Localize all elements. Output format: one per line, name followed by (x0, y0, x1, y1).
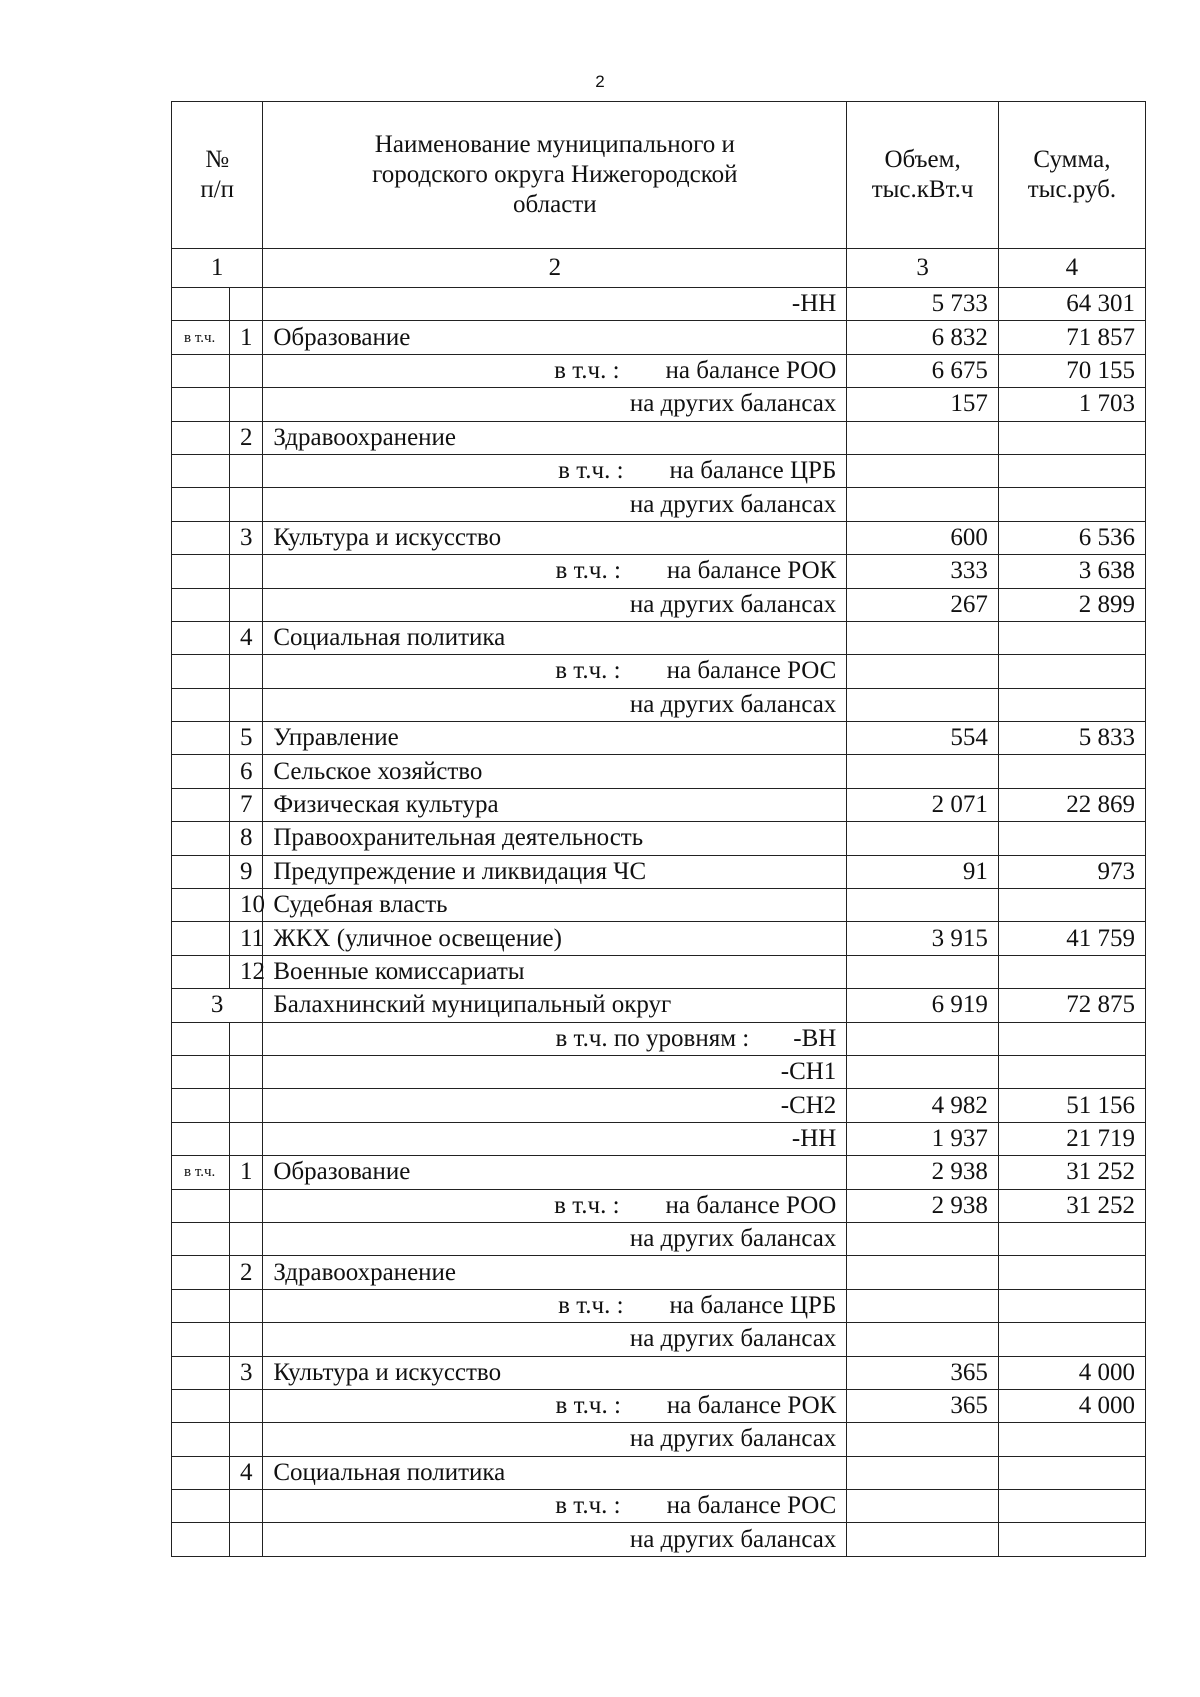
volume-cell (847, 955, 999, 988)
table-row (172, 688, 1146, 721)
row-group-cell (172, 1389, 230, 1422)
row-name (263, 555, 847, 588)
row-name: Физическая культура (263, 788, 847, 821)
row-name (263, 1490, 847, 1523)
row-group-cell (172, 1523, 230, 1556)
item-number (229, 688, 262, 721)
row-name: ЖКХ (уличное освещение) (263, 922, 847, 955)
sum-cell (998, 955, 1145, 988)
table-row (172, 1389, 1146, 1422)
row-group-cell (172, 722, 230, 755)
volume-cell: 2 938 (847, 1156, 999, 1189)
row-name: на других балансах (263, 1423, 847, 1456)
sum-cell: 51 156 (998, 1089, 1145, 1122)
sum-cell (998, 1490, 1145, 1523)
column-number: 3 (847, 249, 999, 288)
volume-cell (847, 755, 999, 788)
item-number: 1 (229, 1156, 262, 1189)
row-name: Судебная власть (263, 889, 847, 922)
item-number: 12 (229, 955, 262, 988)
sum-cell (998, 421, 1145, 454)
volume-cell: 91 (847, 855, 999, 888)
volume-cell: 5 733 (847, 288, 999, 321)
table-row (172, 1490, 1146, 1523)
row-group-cell (172, 1089, 230, 1122)
row-name: на других балансах (263, 688, 847, 721)
table-row (172, 521, 1146, 554)
row-group-cell (172, 955, 230, 988)
sum-cell: 41 759 (998, 922, 1145, 955)
row-group-cell (172, 1022, 230, 1055)
row-label: на балансе ЦРБ (669, 1291, 837, 1319)
sum-cell: 973 (998, 855, 1145, 888)
row-group-cell (172, 1256, 230, 1289)
table-row (172, 288, 1146, 321)
row-label: на балансе РОК (666, 1392, 837, 1420)
row-group-cell (172, 521, 230, 554)
item-number: 3 (229, 1356, 262, 1389)
volume-cell: 6 675 (847, 354, 999, 387)
header-num: № п/п (172, 102, 263, 249)
item-number (229, 388, 262, 421)
table-row (172, 822, 1146, 855)
row-group-cell: в т.ч. (172, 1156, 230, 1189)
row-group-cell (172, 889, 230, 922)
row-group-cell (172, 388, 230, 421)
table-row (172, 1222, 1146, 1255)
sum-cell: 64 301 (998, 288, 1145, 321)
table-row (172, 989, 1146, 1022)
table-row (172, 1055, 1146, 1088)
row-group-cell (172, 1323, 230, 1356)
sum-cell: 31 252 (998, 1156, 1145, 1189)
table-row (172, 488, 1146, 521)
volume-cell: 1 937 (847, 1122, 999, 1155)
row-name: Социальная политика (263, 1456, 847, 1489)
volume-cell (847, 688, 999, 721)
row-prefix: в т.ч. : (555, 557, 621, 585)
item-number (229, 288, 262, 321)
sum-cell: 3 638 (998, 555, 1145, 588)
row-prefix: в т.ч. : (554, 1191, 620, 1219)
volume-cell: 365 (847, 1356, 999, 1389)
row-name: Культура и искусство (263, 521, 847, 554)
district-number: 3 (172, 989, 263, 1022)
item-number (229, 1122, 262, 1155)
row-label: на балансе РОС (666, 657, 837, 685)
table-row (172, 755, 1146, 788)
table-row (172, 1423, 1146, 1456)
row-group-cell (172, 1456, 230, 1489)
row-group-cell (172, 1490, 230, 1523)
row-group-cell: в т.ч. (172, 321, 230, 354)
page-number: 2 (595, 72, 605, 91)
row-name: Здравоохранение (263, 1256, 847, 1289)
item-number: 2 (229, 1256, 262, 1289)
volume-cell (847, 1323, 999, 1356)
row-prefix: в т.ч. : (558, 1291, 624, 1319)
volume-cell (847, 488, 999, 521)
column-number: 2 (263, 249, 847, 288)
volume-cell (847, 1423, 999, 1456)
table-row (172, 788, 1146, 821)
item-number: 5 (229, 722, 262, 755)
header-name: Наименование муниципального и городского округа Нижегородской области (263, 102, 847, 249)
row-group-cell (172, 588, 230, 621)
row-name: -СН2 (263, 1089, 847, 1122)
row-group-cell (172, 354, 230, 387)
row-group-cell (172, 454, 230, 487)
row-name (263, 454, 847, 487)
volume-cell (847, 889, 999, 922)
volume-cell: 365 (847, 1389, 999, 1422)
row-name (263, 354, 847, 387)
table-row (172, 1089, 1146, 1122)
row-name: Здравоохранение (263, 421, 847, 454)
row-group-cell (172, 755, 230, 788)
item-number: 8 (229, 822, 262, 855)
table-row (172, 388, 1146, 421)
row-group-cell (172, 855, 230, 888)
volume-cell: 6 832 (847, 321, 999, 354)
volume-cell (847, 621, 999, 654)
sum-cell (998, 755, 1145, 788)
row-group-cell (172, 488, 230, 521)
row-group-cell (172, 1356, 230, 1389)
volume-cell: 2 938 (847, 1189, 999, 1222)
table-row (172, 889, 1146, 922)
row-prefix: в т.ч. : (554, 356, 620, 384)
row-name: на других балансах (263, 1523, 847, 1556)
sum-cell: 1 703 (998, 388, 1145, 421)
row-name (263, 1289, 847, 1322)
row-name: -НН (263, 1122, 847, 1155)
volume-cell: 6 919 (847, 989, 999, 1022)
table-row (172, 922, 1146, 955)
row-group-cell (172, 822, 230, 855)
row-name: на других балансах (263, 488, 847, 521)
table-row (172, 955, 1146, 988)
item-number (229, 588, 262, 621)
table-row (172, 321, 1146, 354)
row-label: на балансе РОО (665, 356, 837, 384)
volume-cell: 554 (847, 722, 999, 755)
consumption-table (171, 101, 1146, 1557)
sum-cell (998, 1456, 1145, 1489)
volume-cell: 333 (847, 555, 999, 588)
row-label: на балансе РОО (665, 1191, 837, 1219)
row-name: Управление (263, 722, 847, 755)
row-group-cell (172, 288, 230, 321)
table-row (172, 588, 1146, 621)
volume-cell: 3 915 (847, 922, 999, 955)
row-group-cell (172, 1423, 230, 1456)
row-name: на других балансах (263, 1222, 847, 1255)
row-name: на других балансах (263, 1323, 847, 1356)
row-group-cell (172, 788, 230, 821)
row-label: на балансе ЦРБ (669, 457, 837, 485)
row-group-cell (172, 1055, 230, 1088)
item-number (229, 555, 262, 588)
row-prefix: в т.ч. : (555, 1392, 621, 1420)
row-name (263, 655, 847, 688)
table-row (172, 354, 1146, 387)
sum-cell (998, 1323, 1145, 1356)
sum-cell (998, 621, 1145, 654)
item-number: 4 (229, 621, 262, 654)
row-prefix: в т.ч. по уровням : (555, 1024, 750, 1052)
item-number (229, 454, 262, 487)
table-row (172, 1323, 1146, 1356)
sum-cell (998, 1055, 1145, 1088)
row-name: Образование (263, 1156, 847, 1189)
item-number (229, 1089, 262, 1122)
table-row (172, 1189, 1146, 1222)
volume-cell: 600 (847, 521, 999, 554)
header-row (172, 102, 1146, 249)
column-number: 1 (172, 249, 263, 288)
volume-cell (847, 655, 999, 688)
table-row (172, 1122, 1146, 1155)
row-name: Сельское хозяйство (263, 755, 847, 788)
item-number: 3 (229, 521, 262, 554)
sum-cell: 4 000 (998, 1389, 1145, 1422)
item-number: 2 (229, 421, 262, 454)
item-number (229, 1022, 262, 1055)
item-number (229, 655, 262, 688)
sum-cell (998, 488, 1145, 521)
sum-cell: 70 155 (998, 354, 1145, 387)
sum-cell: 21 719 (998, 1122, 1145, 1155)
sum-cell: 6 536 (998, 521, 1145, 554)
row-group-cell (172, 1289, 230, 1322)
row-name: Предупреждение и ликвидация ЧС (263, 855, 847, 888)
volume-cell (847, 1523, 999, 1556)
row-group-cell (172, 655, 230, 688)
row-name (263, 1389, 847, 1422)
item-number (229, 1189, 262, 1222)
item-number (229, 1222, 262, 1255)
row-name: Военные комиссариаты (263, 955, 847, 988)
row-label: на балансе РОК (666, 557, 837, 585)
item-number (229, 488, 262, 521)
item-number (229, 1523, 262, 1556)
volume-cell: 267 (847, 588, 999, 621)
volume-cell (847, 454, 999, 487)
item-number (229, 1423, 262, 1456)
volume-cell (847, 1256, 999, 1289)
sum-cell: 31 252 (998, 1189, 1145, 1222)
item-number (229, 1323, 262, 1356)
row-name: -СН1 (263, 1055, 847, 1088)
sum-cell: 5 833 (998, 722, 1145, 755)
sum-cell: 2 899 (998, 588, 1145, 621)
row-group-cell (172, 555, 230, 588)
sum-cell: 22 869 (998, 788, 1145, 821)
item-number: 10 (229, 889, 262, 922)
table-row (172, 1022, 1146, 1055)
sum-cell: 72 875 (998, 989, 1145, 1022)
sum-cell (998, 1222, 1145, 1255)
item-number: 7 (229, 788, 262, 821)
sum-cell (998, 1256, 1145, 1289)
volume-cell: 2 071 (847, 788, 999, 821)
table-row (172, 855, 1146, 888)
volume-cell (847, 1055, 999, 1088)
volume-cell (847, 1490, 999, 1523)
row-name: Балахнинский муниципальный округ (263, 989, 847, 1022)
item-number (229, 354, 262, 387)
volume-cell (847, 1222, 999, 1255)
volume-cell (847, 421, 999, 454)
row-name (263, 1189, 847, 1222)
table-row (172, 1289, 1146, 1322)
item-number: 4 (229, 1456, 262, 1489)
row-prefix: в т.ч. : (555, 657, 621, 685)
sum-cell (998, 1423, 1145, 1456)
row-group-cell (172, 1189, 230, 1222)
row-name: на других балансах (263, 588, 847, 621)
volume-cell (847, 822, 999, 855)
row-group-cell (172, 688, 230, 721)
row-name: Правоохранительная деятельность (263, 822, 847, 855)
sum-cell: 71 857 (998, 321, 1145, 354)
volume-cell: 157 (847, 388, 999, 421)
volume-cell (847, 1289, 999, 1322)
table-row (172, 655, 1146, 688)
item-number: 9 (229, 855, 262, 888)
row-group-cell (172, 922, 230, 955)
table-row (172, 722, 1146, 755)
sum-cell (998, 1523, 1145, 1556)
sum-cell (998, 1289, 1145, 1322)
row-group-cell (172, 421, 230, 454)
row-name: -НН (263, 288, 847, 321)
header-sum: Сумма, тыс.руб. (998, 102, 1145, 249)
header-volume: Объем, тыс.кВт.ч (847, 102, 999, 249)
table-row (172, 1356, 1146, 1389)
sum-cell (998, 889, 1145, 922)
sum-cell (998, 1022, 1145, 1055)
row-prefix: в т.ч. : (555, 1492, 621, 1520)
row-prefix: в т.ч. : (558, 457, 624, 485)
item-number: 11 (229, 922, 262, 955)
item-number (229, 1055, 262, 1088)
item-number (229, 1389, 262, 1422)
row-group-cell (172, 1122, 230, 1155)
item-number: 1 (229, 321, 262, 354)
volume-cell: 4 982 (847, 1089, 999, 1122)
sum-cell (998, 454, 1145, 487)
table-row (172, 1156, 1146, 1189)
row-name: Культура и искусство (263, 1356, 847, 1389)
table-row (172, 555, 1146, 588)
row-group-cell (172, 621, 230, 654)
sum-cell (998, 688, 1145, 721)
sum-cell (998, 655, 1145, 688)
column-number: 4 (998, 249, 1145, 288)
row-name: на других балансах (263, 388, 847, 421)
row-group-cell (172, 1222, 230, 1255)
row-label: на балансе РОС (666, 1492, 837, 1520)
table-row (172, 454, 1146, 487)
volume-cell (847, 1456, 999, 1489)
item-number (229, 1289, 262, 1322)
table-row (172, 1256, 1146, 1289)
column-number-row (172, 249, 1146, 288)
table-row (172, 421, 1146, 454)
table-row (172, 621, 1146, 654)
row-name: Образование (263, 321, 847, 354)
table-row (172, 1523, 1146, 1556)
row-label: -ВН (793, 1024, 837, 1052)
item-number (229, 1490, 262, 1523)
sum-cell: 4 000 (998, 1356, 1145, 1389)
row-name (263, 1022, 847, 1055)
sum-cell (998, 822, 1145, 855)
table-row (172, 1456, 1146, 1489)
row-name: Социальная политика (263, 621, 847, 654)
volume-cell (847, 1022, 999, 1055)
item-number: 6 (229, 755, 262, 788)
